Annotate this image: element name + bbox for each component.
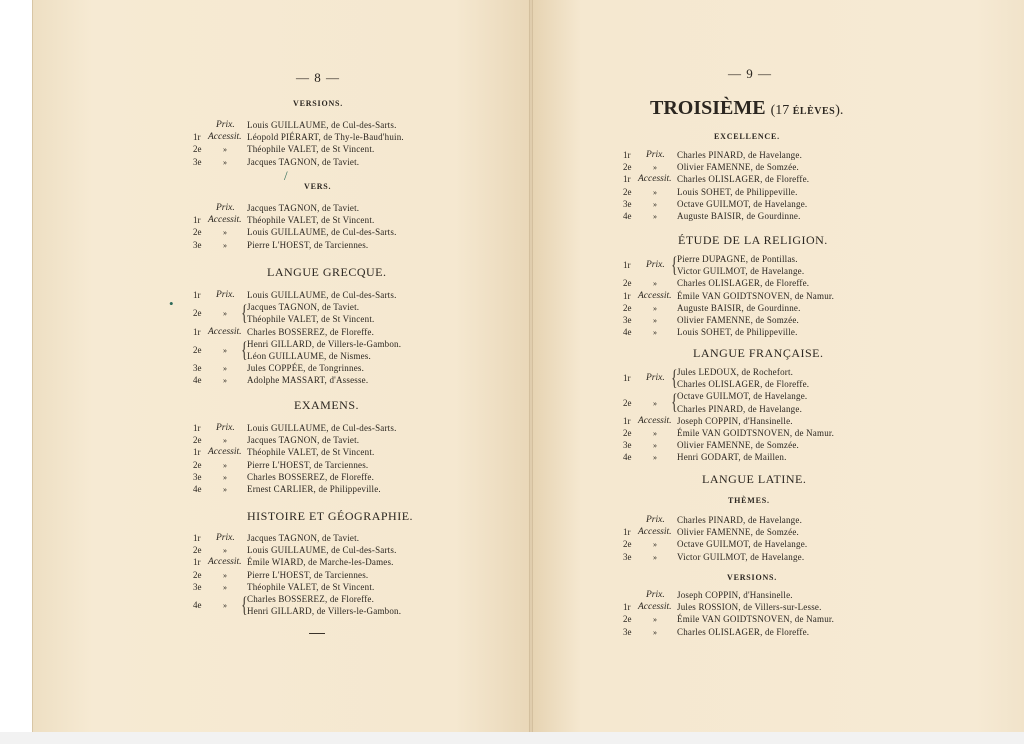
- student-entry: Louis SOHET, de Philippeville.: [677, 186, 798, 197]
- student-entry: Théophile VALET, de St Vincent.: [247, 581, 375, 592]
- rank-label: 2e: [623, 428, 632, 438]
- section-heading: VERS.: [304, 182, 332, 191]
- rank-label: 3e: [193, 363, 202, 374]
- rank-label: 3e: [623, 551, 632, 562]
- student-entry: Joseph COPPIN, d'Hansinelle.: [677, 415, 793, 426]
- rank-label: 1r: [193, 533, 201, 543]
- award-label: Accessit.: [638, 527, 672, 538]
- ditto-mark: »: [223, 570, 227, 580]
- award-label: Accessit.: [208, 557, 242, 568]
- award-label: Accessit.: [638, 290, 672, 301]
- rank-label: 2e: [623, 614, 632, 625]
- ditto-mark: »: [223, 364, 227, 374]
- student-entry: Olivier FAMENNE, de Somzée.: [677, 527, 799, 538]
- student-entry: Octave GUILMOT, de Havelange.: [677, 198, 808, 209]
- student-entry: Jules LEDOUX, de Rochefort.: [677, 367, 794, 377]
- rank-label: 1r: [193, 557, 201, 568]
- award-label: Accessit.: [208, 447, 242, 458]
- rank-label: 2e: [623, 539, 632, 550]
- student-entry: Théophile VALET, de St Vincent.: [247, 144, 375, 155]
- award-label: Accessit.: [638, 602, 672, 613]
- award-label: Accessit.: [208, 326, 242, 337]
- rank-label: 3e: [623, 315, 632, 325]
- student-entry: Jacques TAGNON, de Taviet.: [247, 203, 360, 213]
- student-entry: Charles PINARD, de Havelange.: [677, 515, 803, 525]
- ditto-mark: »: [653, 187, 657, 197]
- rank-label: 1r: [623, 527, 631, 538]
- student-entry: Pierre L'HOEST, de Tarciennes.: [247, 569, 369, 580]
- student-entry: Ernest CARLIER, de Philippeville.: [247, 484, 381, 494]
- ditto-mark: »: [653, 199, 657, 209]
- ditto-mark: »: [223, 546, 227, 556]
- brace-mark: {: [671, 389, 678, 415]
- ditto-mark: »: [223, 485, 227, 494]
- student-entry: Jacques TAGNON, de Taviet.: [247, 533, 360, 543]
- section-heading: ÉTUDE DE LA RELIGION.: [678, 233, 828, 247]
- student-entry: Pierre L'HOEST, de Tarciennes.: [247, 239, 369, 250]
- rank-label: 2e: [193, 344, 202, 355]
- student-entry: Charles PINARD, de Havelange.: [677, 403, 803, 414]
- rank-label: 2e: [193, 144, 202, 155]
- rank-label: 4e: [623, 327, 632, 338]
- student-entry: Henri GODART, de Maillen.: [677, 452, 787, 463]
- rank-label: 4e: [193, 484, 202, 494]
- student-entry: Auguste BAISIR, de Gourdinne.: [677, 211, 801, 221]
- section-heading: EXCELLENCE.: [714, 132, 780, 141]
- class-count-word: ÉLÈVES: [792, 106, 836, 117]
- award-label: Accessit.: [638, 415, 672, 426]
- ditto-mark: »: [653, 398, 657, 408]
- ink-mark: /: [284, 168, 288, 183]
- student-entry: Victor GUILMOT, de Havelange.: [677, 551, 805, 562]
- ink-mark: •: [169, 296, 174, 311]
- student-entry: Jacques TAGNON, de Taviet.: [247, 435, 360, 446]
- rank-label: 1r: [193, 447, 201, 458]
- rank-label: 1r: [193, 326, 201, 337]
- section-heading: LANGUE GRECQUE.: [267, 265, 387, 279]
- rank-label: 1r: [193, 132, 201, 143]
- student-entry: Joseph COPPIN, d'Hansinelle.: [677, 590, 793, 600]
- ditto-mark: »: [653, 627, 657, 637]
- section-heading: VERSIONS.: [293, 99, 344, 108]
- rank-label: 1r: [623, 174, 631, 185]
- rank-label: 2e: [193, 435, 202, 446]
- student-entry: Charles OLISLAGER, de Floreffe.: [677, 174, 810, 185]
- student-entry: Théophile VALET, de St Vincent.: [247, 314, 375, 325]
- book-gutter: [529, 0, 533, 744]
- ditto-mark: »: [653, 212, 657, 221]
- student-entry: Henri GILLARD, de Villers-le-Gambon.: [247, 338, 402, 349]
- student-entry: Louis GUILLAUME, de Cul-des-Sarts.: [247, 120, 397, 130]
- section-heading: VERSIONS.: [727, 573, 778, 582]
- ditto-mark: »: [653, 441, 657, 451]
- ditto-mark: »: [653, 615, 657, 625]
- student-entry: Charles BOSSEREZ, de Floreffe.: [247, 594, 375, 604]
- student-entry: Charles OLISLAGER, de Floreffe.: [677, 379, 810, 390]
- rank-label: 4e: [623, 452, 632, 463]
- student-entry: Théophile VALET, de St Vincent.: [247, 215, 375, 226]
- award-label: Prix.: [646, 590, 665, 600]
- brace-mark: {: [671, 252, 678, 277]
- student-entry: Théophile VALET, de St Vincent.: [247, 447, 375, 458]
- award-label: Prix.: [646, 260, 665, 271]
- rank-label: 2e: [623, 278, 632, 289]
- student-entry: Pierre DUPAGNE, de Pontillas.: [677, 254, 798, 264]
- student-entry: Louis GUILLAUME, de Cul-des-Sarts.: [247, 227, 397, 238]
- rank-label: 2e: [193, 569, 202, 580]
- page-number: — 8 —: [296, 70, 340, 85]
- ditto-mark: »: [653, 303, 657, 313]
- rank-label: 3e: [193, 239, 202, 250]
- brace-mark: {: [241, 592, 248, 617]
- rank-label: 1r: [193, 215, 201, 226]
- page-number: — 9 —: [728, 66, 772, 81]
- student-entry: Léon GUILLAUME, de Nismes.: [247, 351, 371, 361]
- award-label: Accessit.: [208, 215, 242, 226]
- student-entry: Olivier FAMENNE, de Somzée.: [677, 162, 799, 173]
- rank-label: 3e: [193, 471, 202, 482]
- student-entry: Octave GUILMOT, de Havelange.: [677, 391, 808, 402]
- student-entry: Pierre L'HOEST, de Tarciennes.: [247, 459, 369, 470]
- rank-label: 1r: [623, 415, 631, 426]
- ditto-mark: »: [223, 345, 227, 355]
- award-label: Prix.: [216, 423, 235, 433]
- student-entry: Jules ROSSION, de Villers-sur-Lesse.: [677, 602, 822, 613]
- ditto-mark: »: [223, 472, 227, 482]
- award-label: Prix.: [216, 120, 235, 130]
- student-entry: Henri GILLARD, de Villers-le-Gambon.: [247, 606, 402, 617]
- section-heading: LANGUE FRANÇAISE.: [693, 346, 824, 360]
- brace-mark: {: [241, 336, 248, 362]
- section-heading: HISTOIRE ET GÉOGRAPHIE.: [247, 509, 414, 523]
- rank-label: 4e: [193, 600, 202, 611]
- class-count-close: ).: [835, 103, 844, 118]
- rank-label: 3e: [193, 581, 202, 592]
- ditto-mark: »: [223, 601, 227, 611]
- rank-label: 1r: [623, 290, 631, 301]
- rank-label: 4e: [193, 375, 202, 386]
- award-label: Prix.: [216, 203, 235, 213]
- student-entry: Olivier FAMENNE, de Somzée.: [677, 315, 799, 325]
- student-entry: Auguste BAISIR, de Gourdinne.: [677, 302, 801, 313]
- ditto-mark: »: [653, 163, 657, 173]
- student-entry: Olivier FAMENNE, de Somzée.: [677, 440, 799, 451]
- ditto-mark: »: [223, 145, 227, 155]
- student-entry: Jules COPPÉE, de Tongrinnes.: [247, 363, 365, 374]
- rank-label: 2e: [193, 459, 202, 470]
- rank-label: 1r: [623, 150, 631, 160]
- section-heading: EXAMENS.: [294, 398, 360, 412]
- rank-label: 2e: [193, 545, 202, 556]
- rank-label: 3e: [623, 626, 632, 637]
- ditto-mark: »: [653, 453, 657, 463]
- ditto-mark: »: [223, 436, 227, 446]
- ditto-mark: »: [223, 228, 227, 238]
- rank-label: 3e: [623, 440, 632, 451]
- student-entry: Émile VAN GOIDTSNOVEN, de Namur.: [677, 614, 835, 625]
- section-heading: LANGUE LATINE.: [702, 472, 807, 486]
- student-entry: Adolphe MASSART, d'Assesse.: [247, 375, 369, 386]
- ditto-mark: »: [653, 328, 657, 338]
- rank-label: 3e: [623, 198, 632, 209]
- student-entry: Octave GUILMOT, de Havelange.: [677, 539, 808, 550]
- rank-label: 2e: [623, 302, 632, 313]
- ditto-mark: »: [223, 309, 227, 319]
- rank-label: 1r: [623, 602, 631, 613]
- student-entry: Victor GUILMOT, de Havelange.: [677, 266, 805, 277]
- ditto-mark: »: [223, 582, 227, 592]
- award-label: Prix.: [216, 290, 235, 300]
- brace-mark: {: [671, 365, 678, 390]
- rank-label: 2e: [623, 186, 632, 197]
- student-entry: Charles BOSSEREZ, de Floreffe.: [247, 471, 375, 482]
- ditto-mark: »: [223, 460, 227, 470]
- section-subheading: THÈMES.: [728, 496, 770, 505]
- student-entry: Émile VAN GOIDTSNOVEN, de Namur.: [677, 290, 835, 301]
- award-label: Prix.: [646, 515, 665, 525]
- award-label: Accessit.: [638, 174, 672, 185]
- ditto-mark: »: [223, 376, 227, 386]
- rank-label: 1r: [623, 373, 631, 384]
- rank-label: 1r: [193, 423, 201, 433]
- student-entry: Émile VAN GOIDTSNOVEN, de Namur.: [677, 428, 835, 438]
- student-entry: Jacques TAGNON, de Taviet.: [247, 302, 360, 313]
- scan-margin: [0, 732, 1024, 744]
- rank-label: 2e: [193, 227, 202, 238]
- student-entry: Louis GUILLAUME, de Cul-des-Sarts.: [247, 545, 397, 556]
- student-entry: Jacques TAGNON, de Taviet.: [247, 156, 360, 167]
- rank-label: 3e: [193, 156, 202, 167]
- rank-label: 2e: [623, 397, 632, 408]
- student-entry: Charles PINARD, de Havelange.: [677, 150, 803, 160]
- award-label: Prix.: [216, 533, 235, 543]
- student-entry: Louis GUILLAUME, de Cul-des-Sarts.: [247, 423, 397, 433]
- rank-label: 1r: [623, 260, 631, 271]
- brace-mark: {: [241, 300, 248, 326]
- class-title-text: TROISIÈME: [650, 97, 766, 119]
- student-entry: Léopold PIÉRART, de Thy-le-Baud'huin.: [247, 132, 404, 143]
- rank-label: 2e: [623, 162, 632, 173]
- student-entry: Charles OLISLAGER, de Floreffe.: [677, 278, 810, 289]
- end-rule: [309, 633, 325, 634]
- ditto-mark: »: [653, 279, 657, 289]
- ditto-mark: »: [653, 552, 657, 562]
- rank-label: 4e: [623, 211, 632, 221]
- award-label: Prix.: [646, 150, 665, 160]
- student-entry: Louis SOHET, de Philippeville.: [677, 327, 798, 338]
- award-label: Prix.: [646, 373, 665, 384]
- ditto-mark: »: [653, 316, 657, 325]
- award-label: Accessit.: [208, 132, 242, 143]
- ditto-mark: »: [223, 157, 227, 167]
- student-entry: Charles BOSSEREZ, de Floreffe.: [247, 326, 375, 337]
- ditto-mark: »: [653, 429, 657, 438]
- student-entry: Louis GUILLAUME, de Cul-des-Sarts.: [247, 290, 397, 300]
- rank-label: 1r: [193, 290, 201, 300]
- ditto-mark: »: [653, 540, 657, 550]
- ditto-mark: »: [223, 240, 227, 250]
- student-entry: Émile WIARD, de Marche-les-Dames.: [247, 557, 394, 568]
- class-title: [650, 97, 843, 120]
- class-count-open: (17: [770, 103, 793, 118]
- student-entry: Charles OLISLAGER, de Floreffe.: [677, 626, 810, 637]
- rank-label: 2e: [193, 308, 202, 319]
